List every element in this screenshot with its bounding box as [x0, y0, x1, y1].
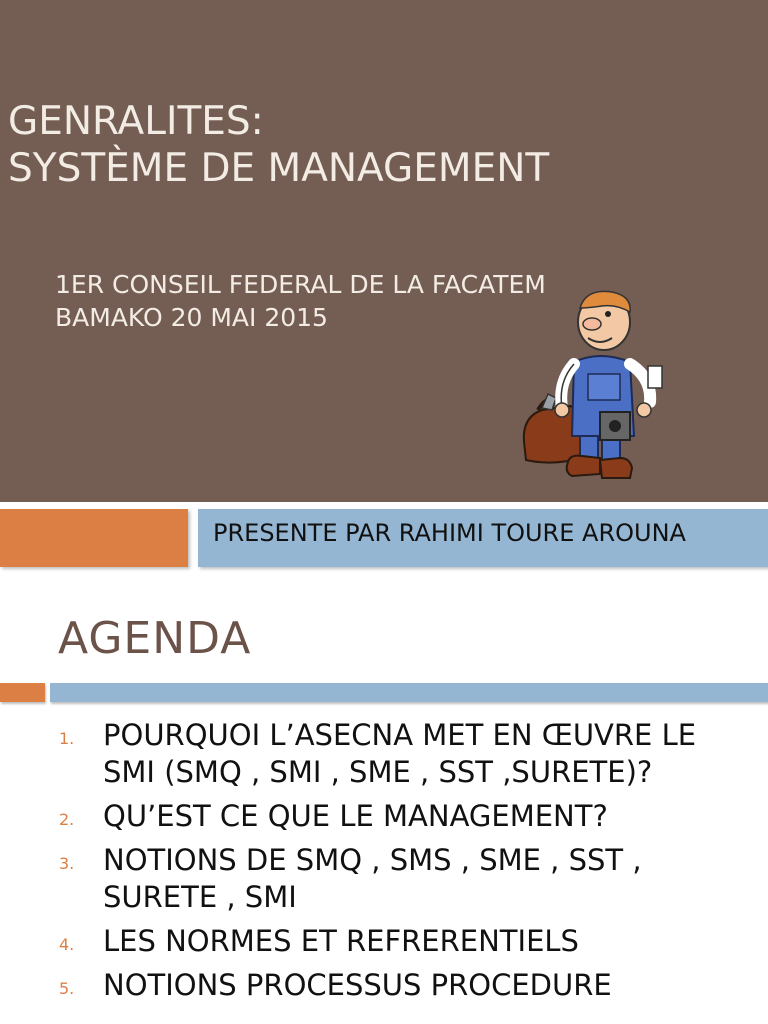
item-text: LES NORMES ET REFRERENTIELS	[103, 924, 579, 958]
slide-divider	[0, 502, 768, 508]
title-line-2: SYSTÈME DE MANAGEMENT	[8, 146, 550, 191]
list-item	[0, 967, 768, 1004]
list-item	[0, 798, 768, 835]
item-number: 4.	[59, 935, 75, 954]
item-text: POURQUOI L’ASECNA MET EN ŒUVRE LE SMI (SMQ , SMI , SME , SST ,SURETE)?	[103, 718, 697, 789]
item-number: 2.	[59, 810, 75, 829]
title-line-1: GENRALITES:	[8, 99, 264, 144]
agenda-slide	[0, 575, 768, 1024]
slide-subtitle	[55, 268, 546, 334]
subtitle-line-1: 1ER CONSEIL FEDERAL DE LA FACATEM	[55, 270, 546, 299]
list-item	[0, 923, 768, 960]
list-item	[0, 717, 768, 791]
presenter-banner	[198, 509, 768, 567]
item-text: NOTIONS PROCESSUS PROCEDURE	[103, 968, 612, 1002]
item-number: 5.	[59, 979, 75, 998]
item-number: 3.	[59, 854, 75, 873]
item-text: QU’EST CE QUE LE MANAGEMENT?	[103, 799, 608, 833]
slide-title	[8, 98, 549, 192]
accent-bar-blue	[50, 683, 768, 702]
title-slide	[0, 0, 768, 502]
item-number: 1.	[59, 729, 75, 748]
mechanic-cartoon-icon	[512, 282, 682, 492]
accent-block-orange	[0, 509, 188, 567]
list-item	[0, 842, 768, 916]
agenda-list	[0, 717, 768, 1011]
subtitle-line-2: BAMAKO 20 MAI 2015	[55, 303, 328, 332]
accent-bar-orange	[0, 683, 45, 702]
presenter-text: PRESENTE PAR RAHIMI TOURE AROUNA	[213, 519, 686, 547]
agenda-title: AGENDA	[58, 613, 252, 664]
item-text: NOTIONS DE SMQ , SMS , SME , SST , SURETE , SMI	[103, 843, 642, 914]
